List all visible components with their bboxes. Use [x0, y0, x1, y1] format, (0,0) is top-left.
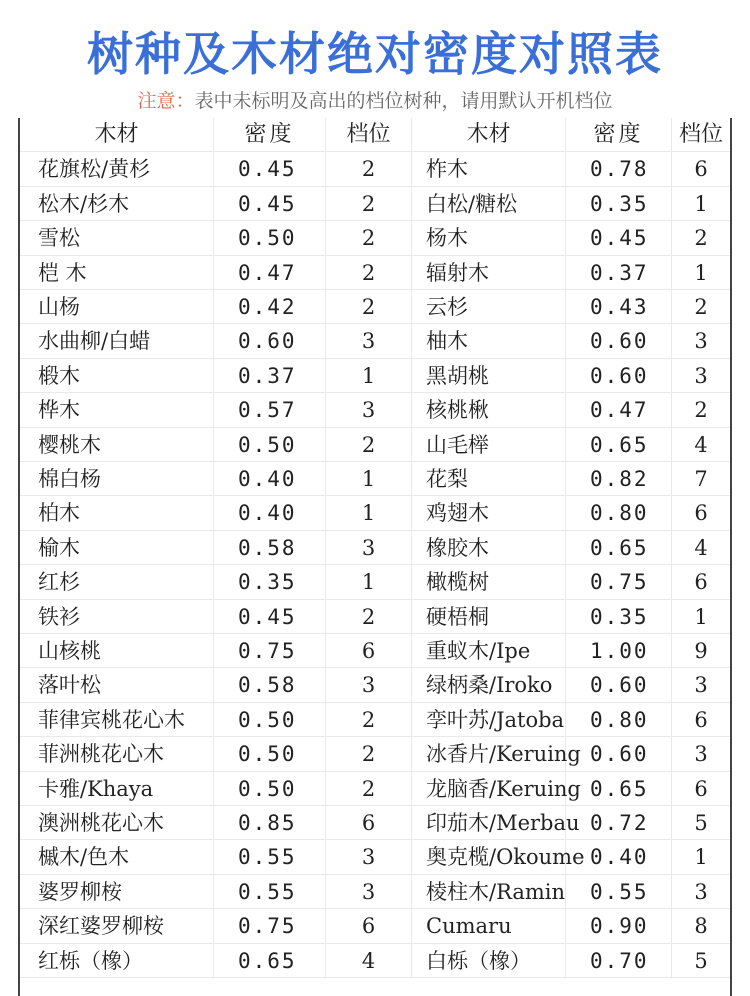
wood-cell-2: 奥克榄/Okoume	[412, 840, 566, 874]
density-cell: 0.58	[214, 531, 326, 565]
wood-cell: 樱桃木	[20, 428, 214, 462]
level-cell: 3	[326, 668, 412, 702]
density-cell-2: 0.70	[566, 944, 672, 978]
wood-cell: 槭木/色木	[20, 840, 214, 874]
density-cell-2: 0.40	[566, 840, 672, 874]
table-row	[20, 668, 730, 702]
table-row	[20, 737, 730, 771]
table-row	[20, 565, 730, 599]
table-row	[20, 324, 730, 358]
density-cell-2: 0.75	[566, 565, 672, 599]
level-cell: 2	[326, 152, 412, 186]
density-cell: 0.50	[214, 221, 326, 255]
table-row	[20, 875, 730, 909]
wood-cell-2: 柚木	[412, 324, 566, 358]
wood-cell-2: 辐射木	[412, 256, 566, 290]
wood-cell-2: 柞木	[412, 152, 566, 186]
wood-cell: 卡雅/Khaya	[20, 772, 214, 806]
level-cell-2: 2	[694, 295, 708, 319]
wood-cell: 棉白杨	[20, 462, 214, 496]
wood-cell-2: 绿柄桑/Iroko	[412, 668, 566, 702]
wood-cell-2: 橄榄树	[412, 565, 566, 599]
note-label: 注意：	[137, 90, 195, 112]
wood-cell-2: 黑胡桃	[412, 359, 566, 393]
level-cell: 4	[326, 944, 412, 978]
level-cell-2: 5	[694, 948, 708, 973]
density-cell: 0.45	[214, 187, 326, 221]
level-cell: 2	[326, 221, 412, 255]
level-cell-2: 6	[694, 570, 708, 595]
density-cell: 0.65	[214, 944, 326, 978]
level-cell-2: 6	[694, 501, 708, 526]
density-cell: 0.50	[214, 737, 326, 771]
density-cell-2: 0.65	[566, 428, 672, 462]
level-cell-2: 3	[694, 673, 708, 698]
table-row	[20, 187, 730, 221]
level-cell: 6	[326, 806, 412, 840]
density-cell: 0.50	[214, 703, 326, 737]
wood-cell: 花旗松/黄杉	[20, 152, 214, 186]
wood-cell: 柏木	[20, 496, 214, 530]
wood-cell: 山杨	[20, 290, 214, 324]
level-cell-2: 3	[694, 329, 708, 354]
level-cell: 2	[326, 703, 412, 737]
level-cell-2: 3	[694, 363, 708, 388]
density-cell: 0.75	[214, 634, 326, 668]
wood-cell-2: 云杉	[412, 290, 566, 324]
level-cell: 1	[326, 359, 412, 393]
table-header-row	[20, 118, 730, 152]
density-table	[18, 118, 732, 996]
wood-cell-2: 杨木	[412, 221, 566, 255]
page-title: 树种及木材绝对密度对照表	[87, 27, 663, 81]
density-cell: 0.40	[214, 496, 326, 530]
density-cell: 0.45	[214, 600, 326, 634]
note	[0, 86, 750, 113]
wood-cell: 澳洲桃花心木	[20, 806, 214, 840]
level-cell: 2	[326, 187, 412, 221]
wood-cell-2: Cumaru	[412, 909, 566, 943]
wood-cell-2: 白松/糖松	[412, 187, 566, 221]
wood-cell-2: 冰香片/Keruing	[412, 737, 566, 771]
wood-cell: 红栎（橡）	[20, 944, 214, 978]
density-cell: 0.55	[214, 875, 326, 909]
wood-cell: 松木/杉木	[20, 187, 214, 221]
level-cell: 2	[326, 737, 412, 771]
wood-cell-2: 孪叶苏/Jatoba	[412, 703, 566, 737]
wood-cell: 榆木	[20, 531, 214, 565]
density-cell-2: 0.35	[566, 187, 672, 221]
level-cell: 1	[326, 496, 412, 530]
level-cell: 6	[326, 634, 412, 668]
table-row	[20, 221, 730, 255]
header-wood: 木材	[20, 118, 214, 152]
level-cell-2: 2	[694, 398, 708, 423]
level-cell: 2	[326, 772, 412, 806]
table-row	[20, 772, 730, 806]
header-level-2: 档位	[678, 122, 723, 147]
density-cell-2: 0.80	[566, 703, 672, 737]
wood-cell: 水曲柳/白蜡	[20, 324, 214, 358]
density-cell: 0.37	[214, 359, 326, 393]
wood-cell-2: 重蚁木/Ipe	[412, 634, 566, 668]
table-row	[20, 806, 730, 840]
level-cell: 3	[326, 840, 412, 874]
density-cell-2: 0.90	[566, 909, 672, 943]
wood-cell: 桦木	[20, 393, 214, 427]
level-cell: 6	[326, 909, 412, 943]
level-cell: 2	[326, 600, 412, 634]
table-row	[20, 359, 730, 393]
wood-cell: 红杉	[20, 565, 214, 599]
wood-cell: 落叶松	[20, 668, 214, 702]
table-row	[20, 290, 730, 324]
wood-cell: 雪松	[20, 221, 214, 255]
level-cell: 2	[326, 256, 412, 290]
density-cell: 0.58	[214, 668, 326, 702]
density-cell-2: 0.60	[566, 668, 672, 702]
level-cell-2: 4	[694, 432, 708, 457]
table-row	[20, 531, 730, 565]
density-cell-2: 0.43	[566, 290, 672, 324]
header-density: 密度	[214, 118, 326, 152]
level-cell-2: 6	[694, 157, 708, 182]
density-cell-2: 0.65	[566, 531, 672, 565]
density-cell-2: 0.72	[566, 806, 672, 840]
density-cell-2: 0.60	[566, 324, 672, 358]
level-cell-2: 1	[694, 604, 708, 629]
wood-cell: 婆罗柳桉	[20, 875, 214, 909]
density-cell: 0.45	[214, 152, 326, 186]
density-cell-2: 0.35	[566, 600, 672, 634]
level-cell: 2	[326, 428, 412, 462]
level-cell-2: 1	[694, 260, 708, 285]
table-row	[20, 840, 730, 874]
density-cell-2: 0.60	[566, 737, 672, 771]
level-cell-2: 5	[694, 811, 708, 835]
density-cell-2: 0.80	[566, 496, 672, 530]
wood-cell: 铁衫	[20, 600, 214, 634]
density-cell: 0.85	[214, 806, 326, 840]
level-cell: 1	[326, 565, 412, 599]
level-cell-2: 7	[694, 467, 708, 491]
density-cell: 0.35	[214, 565, 326, 599]
wood-cell-2: 白栎（橡）	[412, 944, 566, 978]
wood-cell: 菲洲桃花心木	[20, 737, 214, 771]
table-row	[20, 600, 730, 634]
wood-cell-2: 橡胶木	[412, 531, 566, 565]
level-cell-2: 9	[694, 639, 708, 663]
wood-cell-2: 山毛榉	[412, 428, 566, 462]
level-cell: 2	[326, 290, 412, 324]
density-cell-2: 0.55	[566, 875, 672, 909]
density-cell-2: 0.45	[566, 221, 672, 255]
density-cell-2: 0.78	[566, 152, 672, 186]
note-text: 表中未标明及高出的档位树种，请用默认开机档位	[194, 90, 613, 112]
density-cell: 0.50	[214, 772, 326, 806]
wood-cell-2: 印茄木/Merbau	[412, 806, 566, 840]
density-cell: 0.40	[214, 462, 326, 496]
density-cell-2: 0.65	[566, 772, 672, 806]
level-cell-2: 8	[694, 914, 708, 939]
header-level: 档位	[326, 118, 412, 152]
density-cell: 0.57	[214, 393, 326, 427]
level-cell: 3	[326, 393, 412, 427]
wood-cell-2: 核桃楸	[412, 393, 566, 427]
density-cell: 0.42	[214, 290, 326, 324]
wood-cell-2: 棱柱木/Ramin	[412, 875, 566, 909]
density-cell: 0.75	[214, 909, 326, 943]
density-cell-2: 1.00	[566, 634, 672, 668]
table-row	[20, 944, 730, 978]
level-cell: 1	[326, 462, 412, 496]
level-cell-2: 6	[694, 707, 708, 732]
table-row	[20, 909, 730, 943]
density-cell-2: 0.82	[566, 462, 672, 496]
wood-cell: 深红婆罗柳桉	[20, 909, 214, 943]
level-cell-2: 3	[694, 879, 708, 904]
wood-cell-2: 鸡翅木	[412, 496, 566, 530]
wood-cell-2: 花梨	[412, 462, 566, 496]
wood-cell-2: 硬梧桐	[412, 600, 566, 634]
table-row	[20, 634, 730, 668]
wood-cell-2: 龙脑香/Keruing	[412, 772, 566, 806]
wood-cell: 桤 木	[20, 256, 214, 290]
table-row	[20, 428, 730, 462]
level-cell-2: 3	[694, 742, 708, 767]
level-cell: 3	[326, 531, 412, 565]
header-density-2: 密度	[566, 118, 672, 152]
level-cell-2: 6	[694, 776, 708, 801]
density-cell: 0.55	[214, 840, 326, 874]
density-cell-2: 0.60	[566, 359, 672, 393]
table-row	[20, 703, 730, 737]
level-cell: 3	[326, 875, 412, 909]
density-cell: 0.60	[214, 324, 326, 358]
table-row	[20, 393, 730, 427]
level-cell-2: 2	[694, 226, 708, 251]
density-cell: 0.47	[214, 256, 326, 290]
level-cell-2: 4	[694, 535, 708, 560]
wood-cell: 菲律宾桃花心木	[20, 703, 214, 737]
table-row	[20, 462, 730, 496]
wood-cell: 山核桃	[20, 634, 214, 668]
wood-cell: 椴木	[20, 359, 214, 393]
table-row	[20, 152, 730, 186]
level-cell-2: 1	[694, 191, 708, 216]
density-cell-2: 0.47	[566, 393, 672, 427]
density-cell: 0.50	[214, 428, 326, 462]
header-wood-2: 木材	[412, 118, 566, 152]
table-row	[20, 256, 730, 290]
density-cell-2: 0.37	[566, 256, 672, 290]
table-row	[20, 496, 730, 530]
level-cell-2: 1	[694, 845, 708, 870]
level-cell: 3	[326, 324, 412, 358]
